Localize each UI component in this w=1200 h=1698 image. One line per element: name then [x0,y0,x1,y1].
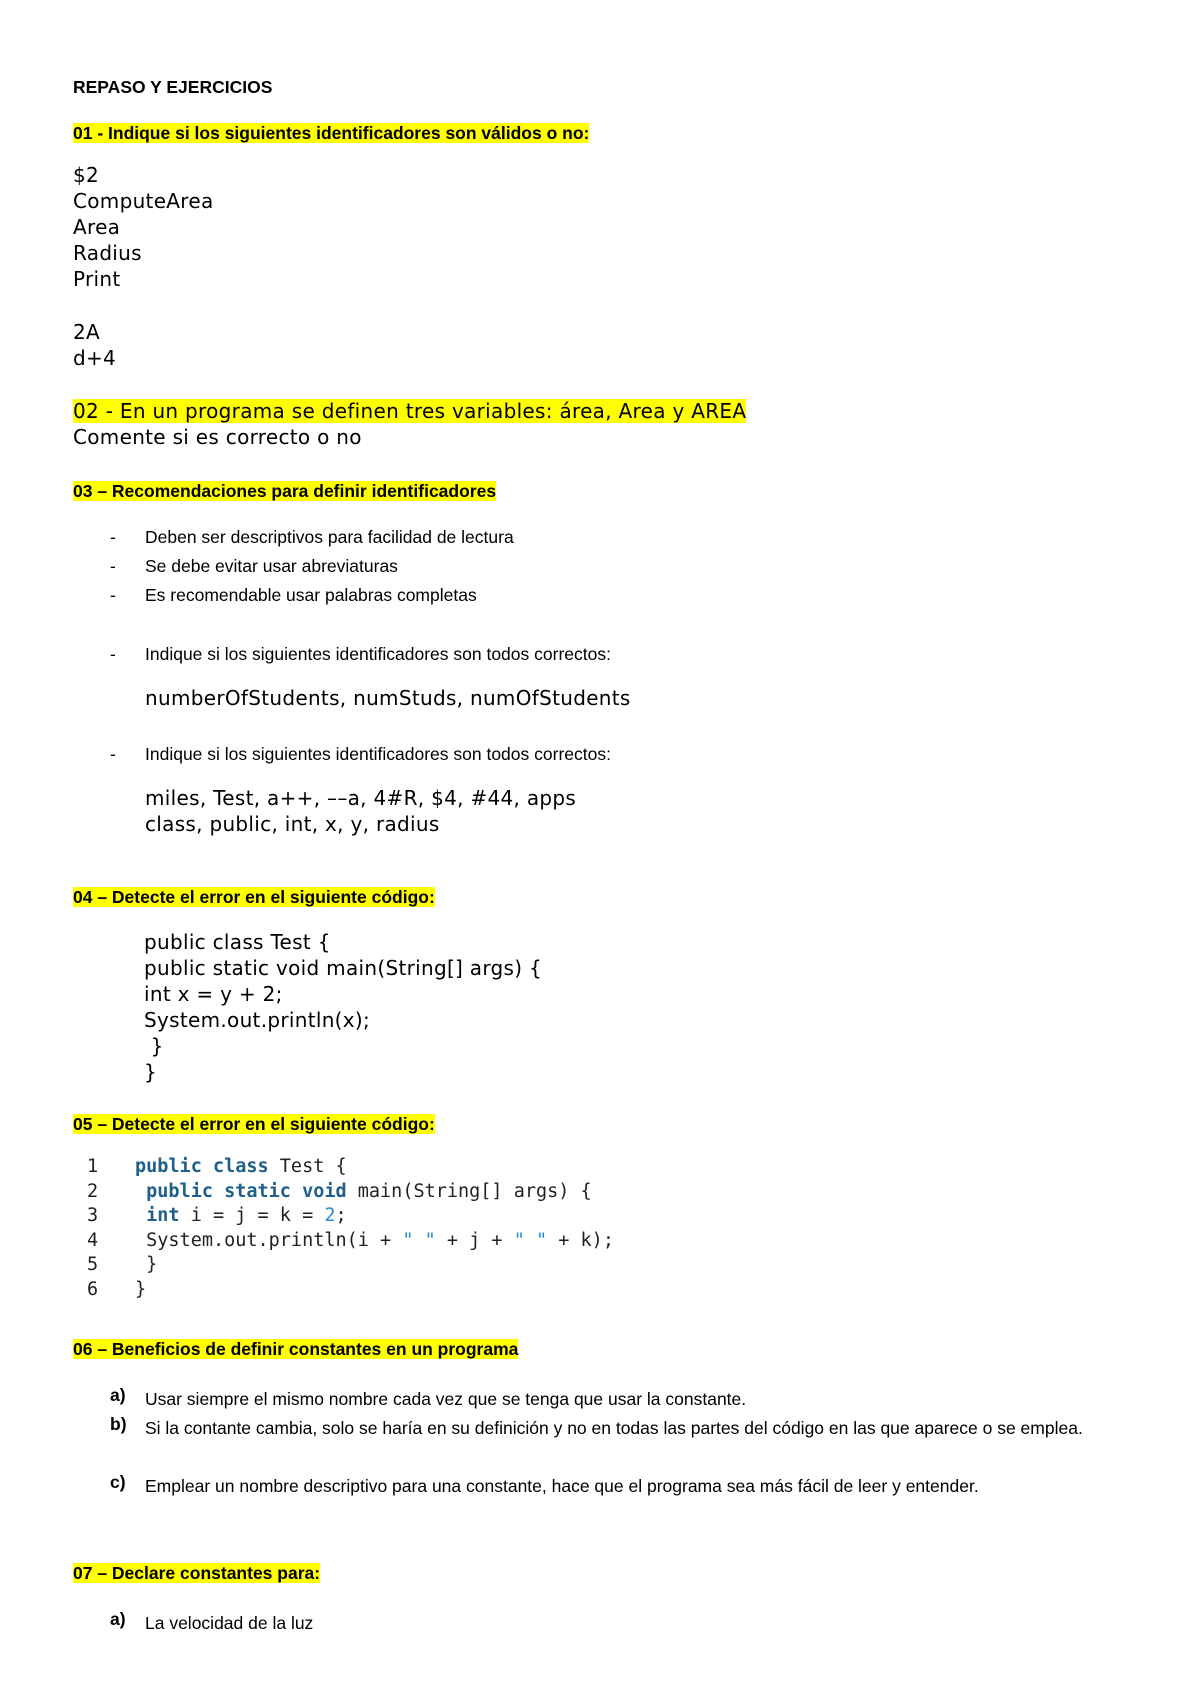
identifier-item: $2 [73,163,100,187]
code-line: 2 public static void main(String[] args) { [87,1180,592,1202]
q01-identifier-list-a [73,162,214,292]
q06-heading: 06 – Beneficios de definir constantes en un programa [73,1339,519,1359]
q05-heading: 05 – Detecte el error en el siguiente código: [73,1114,435,1134]
code-line: } [144,1060,158,1084]
q03-identifiers-2a: miles, Test, a++, ––a, 4#R, $4, #44, apps [145,786,577,810]
identifier-item: d+4 [73,346,117,370]
q04-heading: 04 – Detecte el error en el siguiente código: [73,887,435,907]
q03-question-1: Indique si los siguientes identificadores son todos correctos: [145,644,611,664]
code-line: 5 } [87,1254,158,1275]
bullet-item: Es recomendable usar palabras completas [145,585,477,605]
q07-heading: 07 – Declare constantes para: [73,1563,321,1583]
identifier-item: 2A [73,320,101,344]
code-line: 3 int i = j = k = 2; [87,1205,347,1226]
list-item: La velocidad de la luz [145,1613,314,1633]
code-line: public class Test { [144,930,331,954]
bullet-marker: - [110,644,116,664]
list-item: Emplear un nombre descriptivo para una constante, hace que el programa sea más fácil de leer y entender. [145,1476,979,1496]
q04-code-block [144,929,542,1085]
identifier-item: Area [73,215,121,239]
q03-heading: 03 – Recomendaciones para definir identificadores [73,481,497,501]
bullet-marker: - [110,527,116,547]
code-line: System.out.println(x); [144,1008,371,1032]
q02-line: Comente si es correcto o no [73,425,362,449]
code-line: 1 public class Test { [87,1156,347,1177]
list-item: Si la contante cambia, solo se haría en su definición y no en todas las partes del código en las que aparece o se emplea. [145,1418,1083,1438]
q02-heading: 02 - En un programa se definen tres variables: área, Area y AREA [73,399,747,423]
list-label: b) [110,1414,127,1434]
identifier-item: Radius [73,241,142,265]
code-line: } [144,1034,164,1058]
code-line: 6 } [87,1278,147,1300]
code-line: 4 System.out.println(i + " " + j + " " + k); [87,1229,614,1251]
bullet-item: Se debe evitar usar abreviaturas [145,556,398,576]
bullet-marker: - [110,585,116,605]
q03-question-2: Indique si los siguientes identificadores son todos correctos: [145,744,611,764]
q03-identifiers-2b: class, public, int, x, y, radius [145,812,440,836]
list-label: c) [110,1472,126,1492]
document-title: REPASO Y EJERCICIOS [73,77,273,97]
q01-heading: 01 - Indique si los siguientes identificadores son válidos o no: [73,123,590,143]
list-label: a) [110,1385,126,1405]
bullet-marker: - [110,744,116,764]
code-line: public static void main(String[] args) { [144,956,543,980]
bullet-marker: - [110,556,116,576]
q01-identifier-list-b [73,319,116,371]
bullet-item: Deben ser descriptivos para facilidad de lectura [145,527,514,547]
list-item: Usar siempre el mismo nombre cada vez que se tenga que usar la constante. [145,1389,747,1409]
q03-identifiers-1: numberOfStudents, numStuds, numOfStudents [145,686,631,710]
identifier-item: ComputeArea [73,189,214,213]
q05-code-image [73,1155,673,1305]
identifier-item: Print [73,267,121,291]
code-line: int x = y + 2; [144,982,283,1006]
list-label: a) [110,1609,126,1629]
